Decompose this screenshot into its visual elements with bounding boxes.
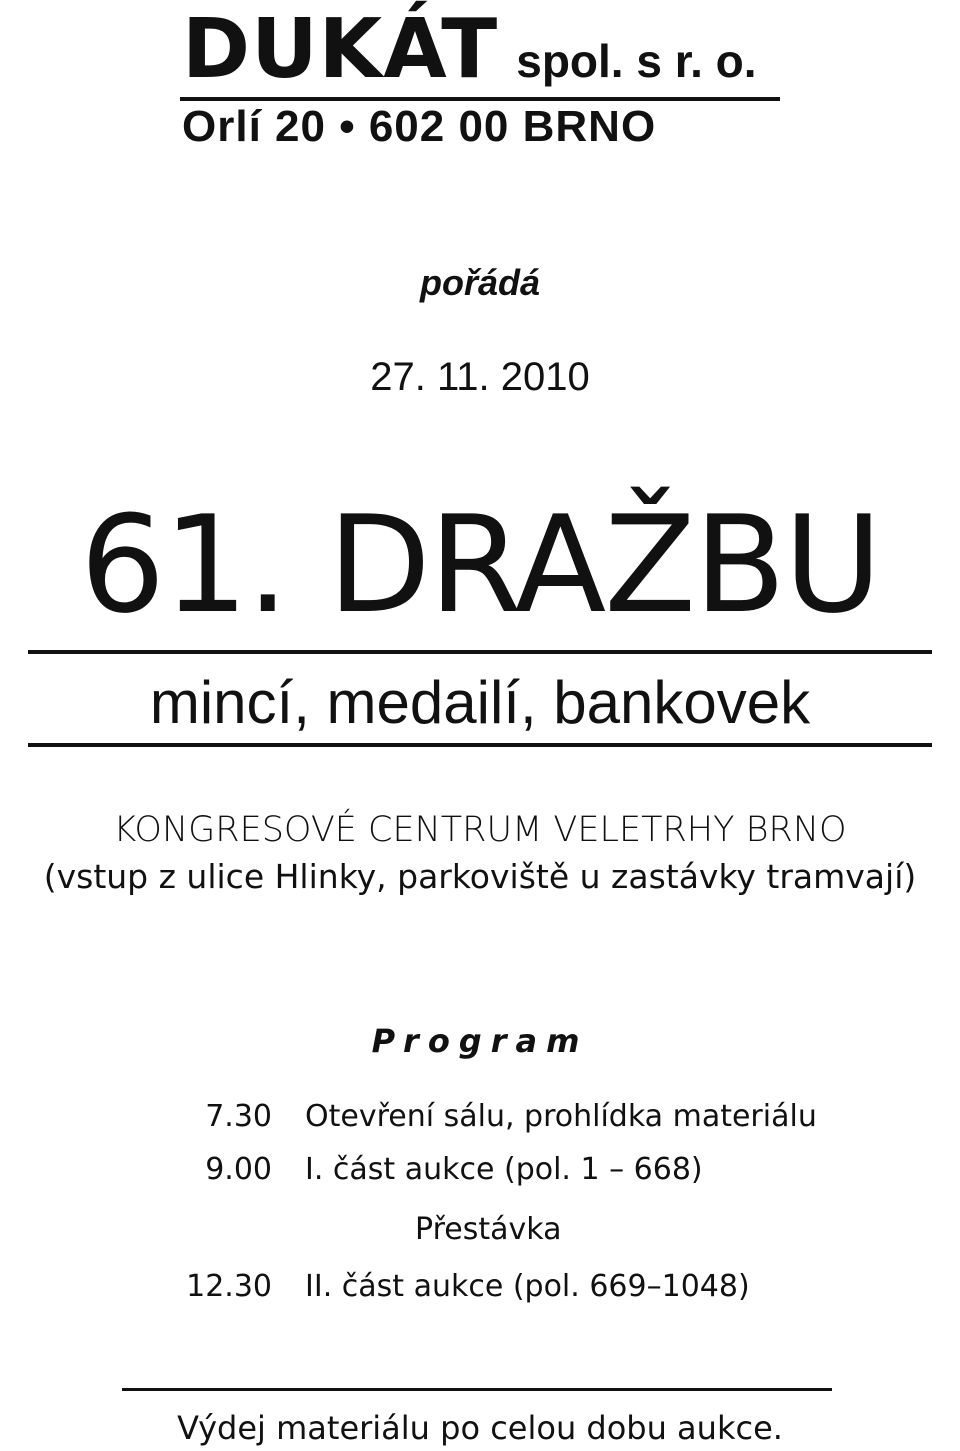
program-row bbox=[0, 1094, 960, 1140]
program-time: 7.30 bbox=[205, 1099, 272, 1134]
venue-note: (vstup z ulice Hlinky, parkoviště u zastávky tramvají) bbox=[43, 857, 917, 896]
title-divider-top bbox=[28, 650, 932, 654]
company-name: DUKÁT bbox=[182, 2, 499, 97]
program-break: Přestávka bbox=[415, 1212, 562, 1247]
auction-subtitle: mincí, medailí, bankovek bbox=[149, 669, 811, 736]
program-description: Otevření sálu, prohlídka materiálu bbox=[305, 1099, 817, 1134]
organizes-label: pořádá bbox=[419, 262, 541, 303]
footer-note: Výdej materiálu po celou dobu aukce. bbox=[177, 1409, 783, 1447]
program-time: 12.30 bbox=[186, 1269, 272, 1304]
header-divider bbox=[180, 97, 780, 101]
auction-date: 27. 11. 2010 bbox=[370, 355, 590, 399]
title-divider-bottom bbox=[28, 743, 932, 747]
auction-title: 61. DRAŽBU bbox=[79, 487, 881, 643]
footer-divider bbox=[122, 1388, 832, 1391]
company-header bbox=[182, 2, 757, 97]
company-suffix: spol. s r. o. bbox=[516, 35, 757, 87]
program-heading: Program bbox=[371, 1022, 589, 1060]
program-row bbox=[0, 1264, 960, 1310]
program-description: I. část aukce (pol. 1 – 668) bbox=[305, 1152, 703, 1187]
company-address: Orlí 20 • 602 00 BRNO bbox=[182, 102, 657, 151]
program-description: II. část aukce (pol. 669–1048) bbox=[305, 1269, 750, 1304]
venue-name: KONGRESOVÉ CENTRUM VELETRHY BRNO bbox=[113, 810, 847, 850]
program-time: 9.00 bbox=[205, 1152, 272, 1187]
program-row bbox=[0, 1147, 960, 1193]
